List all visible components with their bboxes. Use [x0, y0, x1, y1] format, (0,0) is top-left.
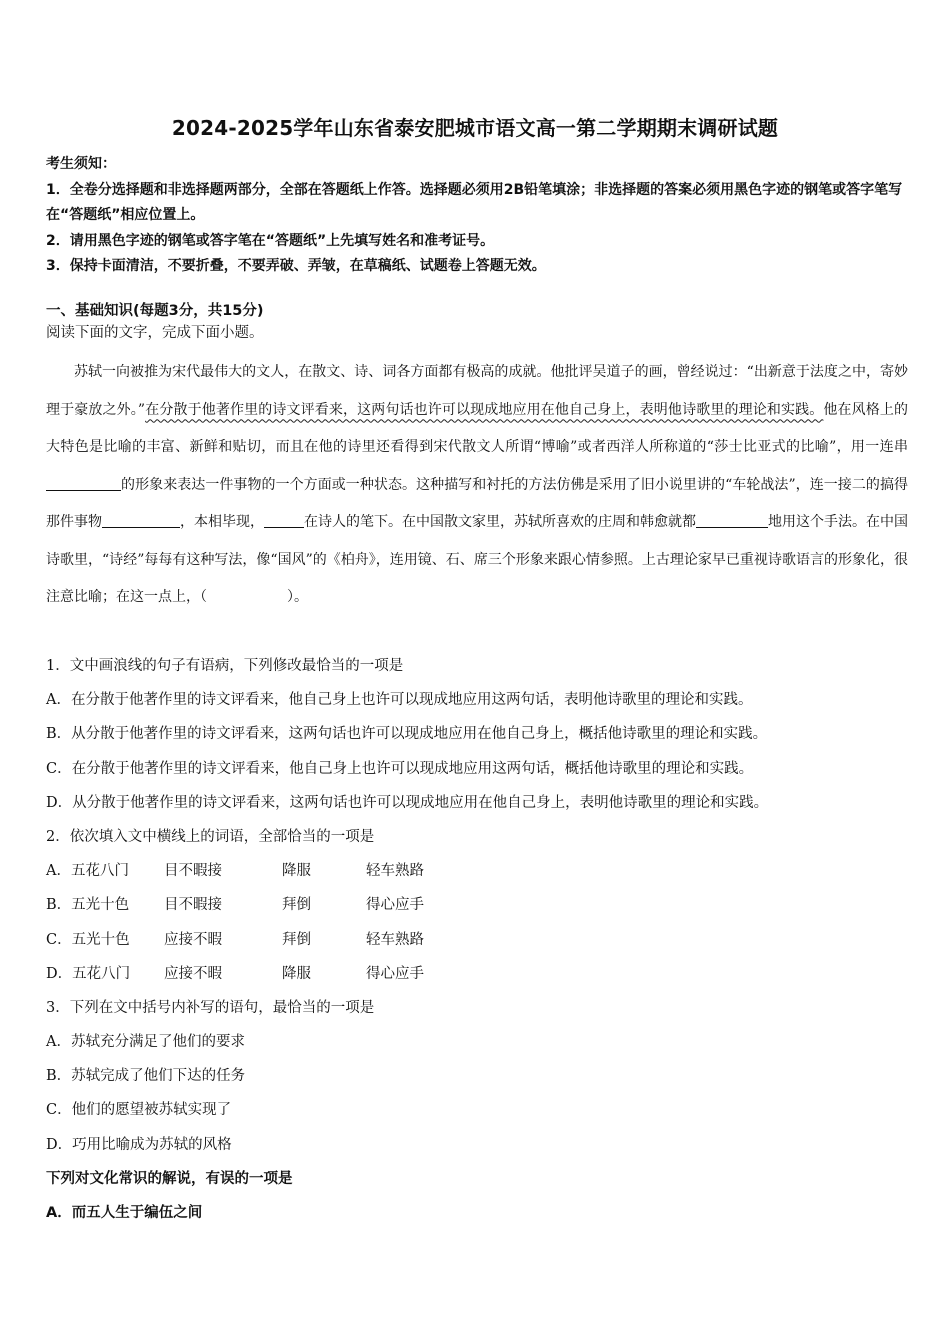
question-2-option-b: B．五光十色 目不暇接 拜倒 得心应手	[46, 897, 424, 914]
notice-item: 1．全卷分选择题和非选择题两部分，全部在答题纸上作答。选择题必须用2B铅笔填涂；非选择题的答案必须用黑色字迹的钢笔或答字笔写在“答题纸”相应位置上。	[46, 181, 903, 223]
question-1-option-a: A．在分散于他著作里的诗文评看来，他自己身上也许可以现成地应用这两句话，表明他诗歌里的理论和实践。	[46, 692, 753, 709]
question-1-option-d: D．从分散于他著作里的诗文评看来，这两句话也许可以现成地应用在他自己身上，表明他诗歌里的理论和实践。	[46, 794, 769, 811]
blank-line-3	[264, 511, 304, 528]
blank-line-2	[102, 511, 180, 528]
question-3-option-d: D．巧用比喻成为苏轼的风格	[46, 1136, 232, 1153]
passage-text: 在诗人的笔下。在中国散文家里，苏轼所喜欢的庄周和韩愈就都	[304, 514, 696, 530]
question-list	[46, 649, 926, 1230]
question-3-option-a: A．苏轼充分满足了他们的要求	[46, 1034, 245, 1051]
passage-text: 的形象来表达一件事物的一个方面或一种状态。这种描写和衬托的方法仿佛是采用了旧小说里讲的“车轮战法”，连一接二的搞得那件事物	[46, 476, 908, 530]
question-3-option-b: B．苏轼完成了他们下达的任务	[46, 1068, 246, 1085]
page-title: 2024-2025学年山东省泰安肥城市语文高一第二学期期末调研试题	[171, 116, 779, 140]
candidate-notice	[46, 152, 906, 280]
blank-line-4	[696, 511, 768, 528]
question-2-option-a: A．五花八门 目不暇接 降服 轻车熟路	[46, 863, 424, 880]
question-1-stem: 1．文中画浪线的句子有语病，下列修改最恰当的一项是	[46, 658, 404, 674]
passage-text: 地用这个手法。在中国诗歌里，“诗经”每每有这种写法，像“国风”的《柏舟》，连用镜、石、席三个形象来跟心情参照。上古理论家早已重视诗歌语言的形象化，很注意比喻；在这一点上，（	[46, 514, 908, 605]
passage-text: ，本相毕现，	[180, 514, 264, 530]
question-3-option-c: C．他们的愿望被苏轼实现了	[46, 1102, 232, 1119]
question-3-stem: 3．下列在文中括号内补写的语句，最恰当的一项是	[46, 999, 375, 1016]
notice-heading: 考生须知：	[46, 156, 116, 172]
question-2-option-d: D．五花八门 应接不暇 降服 得心应手	[46, 965, 424, 982]
section-header	[46, 300, 264, 344]
section-heading: 一、基础知识(每题3分，共15分)	[46, 303, 264, 319]
question-1-option-b: B．从分散于他著作里的诗文评看来，这两句话也许可以现成地应用在他自己身上，概括他诗歌里的理论和实践。	[46, 726, 768, 743]
section-instruction: 阅读下面的文字，完成下面小题。	[46, 325, 264, 341]
question-1-option-c: C．在分散于他著作里的诗文评看来，他自己身上也许可以现成地应用这两句话，概括他诗歌里的理论和实践。	[46, 760, 754, 777]
wavy-underlined-sentence: 在分散于他著作里的诗文评看来，这两句话也许可以现成地应用在他自己身上，表明他诗歌里的理论和实践。	[145, 401, 824, 418]
notice-item: 2．请用黑色字迹的钢笔或答字笔在“答题纸”上先填写姓名和准考证号。	[46, 232, 495, 249]
reading-passage	[46, 354, 908, 617]
passage-text: 苏轼一向被推为宋代最伟大的文人，在散文、诗、词各方面都有极高的成就。他批评吴道子的画，曾经说过：“出新意于法度之中，寄妙理于豪放之外。”	[46, 364, 908, 418]
question-2-stem: 2．依次填入文中横线上的词语，全部恰当的一项是	[46, 828, 375, 845]
question-4-option-a: A．而五人生于编伍之间	[46, 1205, 203, 1221]
blank-line-1	[46, 474, 121, 491]
passage-text: 他在风格上的大特色是比喻的丰富、新鲜和贴切，而且在他的诗里还看得到宋代散文人所谓“博喻”或者西洋人所称道的“莎士比亚式的比喻”，用一连串	[46, 401, 909, 455]
question-2-option-c: C．五光十色 应接不暇 拜倒 轻车熟路	[46, 931, 424, 948]
passage-text: ）。	[287, 589, 308, 605]
question-4-stem: 下列对文化常识的解说，有误的一项是	[46, 1170, 293, 1187]
notice-item: 3．保持卡面清洁，不要折叠，不要弄破、弄皱，在草稿纸、试题卷上答题无效。	[46, 258, 546, 274]
